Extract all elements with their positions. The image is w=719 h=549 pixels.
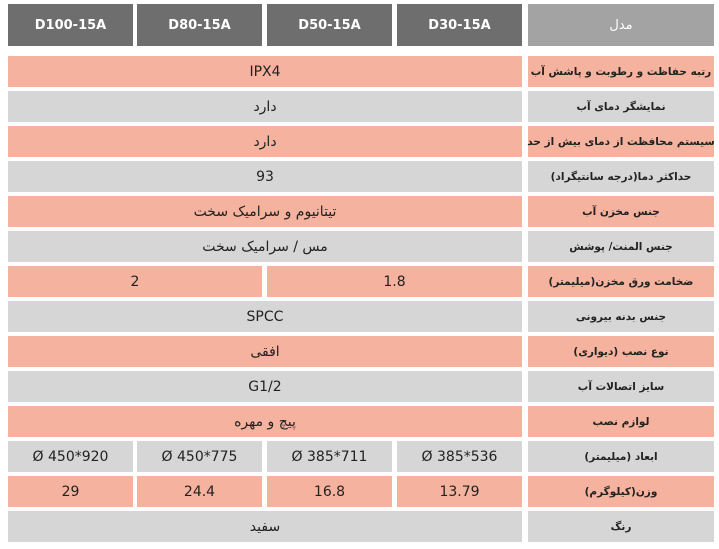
value-connection-size: G1/2 [8,371,522,402]
value-dimensions-d100: Ø 450*920 [8,441,133,472]
value-overheat-protection: دارد [8,126,522,157]
value-temp-display: دارد [8,91,522,122]
label-body-material: جنس بدنه بیرونی [528,301,714,332]
value-thickness-small-models: 1.8 [267,266,522,297]
label-thickness: ضخامت ورق مخزن(میلیمتر) [528,266,714,297]
value-dimensions-d30: Ø 385*536 [397,441,522,472]
label-dimensions: ابعاد (میلیمتر) [528,441,714,472]
label-tank-material: جنس مخزن آب [528,196,714,227]
model-header-d30: D30-15A [397,4,522,46]
value-weight-d80: 24.4 [137,476,262,507]
label-element-material: جنس المنت/ پوشش [528,231,714,262]
label-protection-rating: رتبه حفاظت و رطوبت و پاشش آب [528,56,714,87]
label-color: رنگ [528,511,714,542]
label-installation-accessories: لوازم نصب [528,406,714,437]
label-weight: وزن(کیلوگرم) [528,476,714,507]
model-header-d50: D50-15A [267,4,392,46]
label-connection-size: سایز اتصالات آب [528,371,714,402]
label-temp-display: نمایشگر دمای آب [528,91,714,122]
value-max-temp: 93 [8,161,522,192]
value-protection-rating: IPX4 [8,56,522,87]
value-weight-d50: 16.8 [267,476,392,507]
value-weight-d100: 29 [8,476,133,507]
label-overheat-protection: سیستم محافظت از دمای بیش از حد [528,126,714,157]
value-weight-d30: 13.79 [397,476,522,507]
label-installation-type: نوع نصب (دیواری) [528,336,714,367]
value-installation-type: افقی [8,336,522,367]
label-max-temp: حداکثر دما(درجه سانتیگراد) [528,161,714,192]
value-color: سفید [8,511,522,542]
value-tank-material: تیتانیوم و سرامیک سخت [8,196,522,227]
value-dimensions-d50: Ø 385*711 [267,441,392,472]
value-body-material: SPCC [8,301,522,332]
model-header-d80: D80-15A [137,4,262,46]
value-element-material: مس / سرامیک سخت [8,231,522,262]
value-dimensions-d80: Ø 450*775 [137,441,262,472]
model-label: مدل [528,4,714,46]
value-thickness-large-models: 2 [8,266,262,297]
value-installation-accessories: پیچ و مهره [8,406,522,437]
model-header-d100: D100-15A [8,4,133,46]
